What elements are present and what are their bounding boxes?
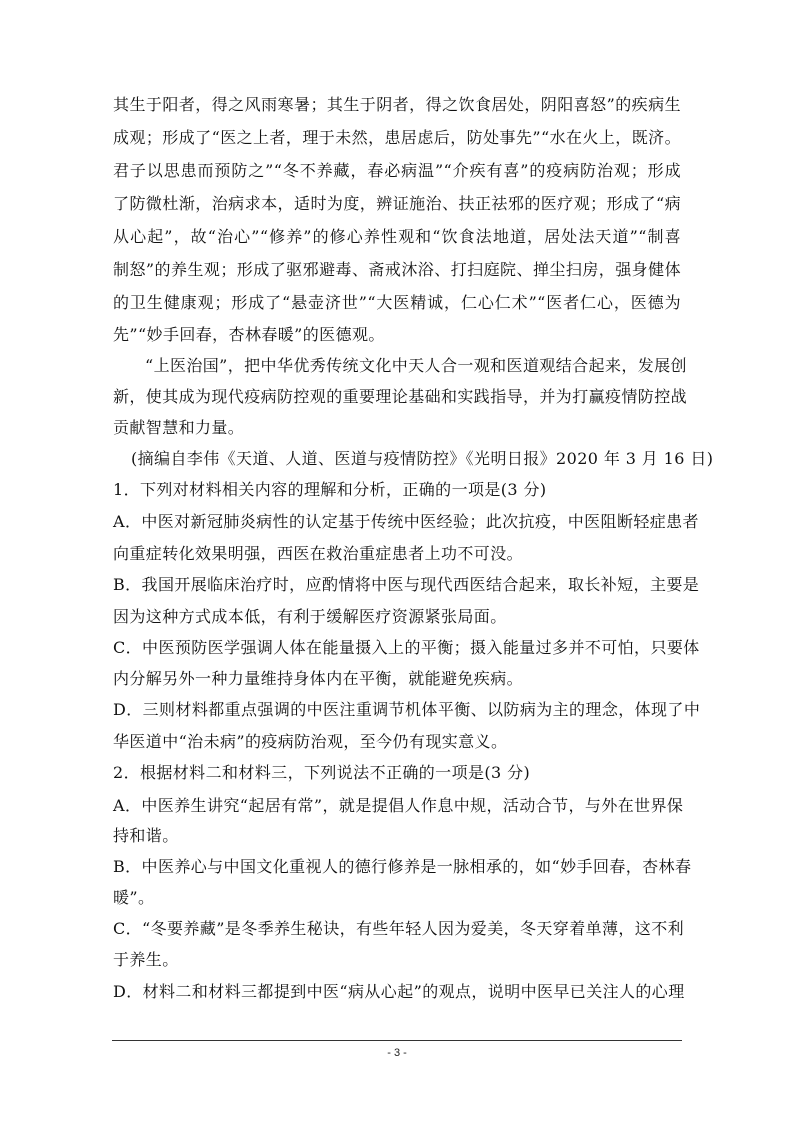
q1-option-a-line: 向重症转化效果明强，西医在救治重症患者上功不可没。 <box>113 544 524 563</box>
q2-option-a-line: A．中医养生讲究“起居有常”，就是提倡人作息中规，活动合节，与外在世界保 <box>113 796 684 815</box>
passage-line: “上医治国”，把中华优秀传统文化中天人合一观和医道观结合起来，发展创 <box>145 356 687 375</box>
passage-line: 先”“妙手回春，杏林春暖”的医德观。 <box>113 325 385 344</box>
footer-divider <box>112 1040 682 1041</box>
q1-option-b-line: 因为这种方式成本低，有利于缓解医疗资源紧张局面。 <box>113 607 507 626</box>
passage-line: 从心起”，故“治心”“修养”的修心养性观和“饮食法地道，居处法天道”“制喜 <box>113 227 681 246</box>
q2-option-b-line: B．中医养心与中国文化重视人的德行修养是一脉相承的，如“妙手回春，杏林春 <box>113 857 692 876</box>
passage-line: 制怒”的养生观；形成了驱邪避毒、斋戒沐浴、打扫庭院、掸尘扫房，强身健体 <box>113 260 681 279</box>
passage-line: 成观；形成了“医之上者，理于未然，患居虑后，防处事先”“水在火上，既济。 <box>113 128 681 147</box>
passage-line: 其生于阳者，得之风雨寒暑；其生于阴者，得之饮食居处，阴阳喜怒”的疾病生 <box>113 95 681 114</box>
passage-line: 的卫生健康观；形成了“悬壶济世”“大医精诚，仁心仁术”“医者仁心，医德为 <box>113 293 681 312</box>
q1-option-c-line: C．中医预防医学强调人体在能量摄入上的平衡；摄入能量过多并不可怕，只要体 <box>113 638 700 657</box>
q2-option-d-line: D．材料二和材料三都提到中医“病从心起”的观点，说明中医早已关注人的心理 <box>113 982 685 1001</box>
question-1-stem: 1．下列对材料相关内容的理解和分析，正确的一项是(3 分) <box>113 480 547 499</box>
question-2-stem: 2．根据材料二和材料三，下列说法不正确的一项是(3 分) <box>113 763 531 782</box>
q2-option-c-line: C．“冬要养藏”是冬季养生秘诀，有些年轻人因为爱美，冬天穿着单薄，这不利 <box>113 919 685 938</box>
passage-line: 新，使其成为现代疫病防控观的重要理论基础和实践指导，并为打赢疫情防控战 <box>113 387 688 406</box>
q2-option-a-line: 持和谐。 <box>113 826 179 845</box>
q1-option-c-line: 内分解另外一种力量维持身体内在平衡，就能避免疾病。 <box>113 669 524 688</box>
page-number: - 3 - <box>387 1047 407 1059</box>
q1-option-d-line: D．三则材料都重点强调的中医注重调节机体平衡、以防病为主的理念，体现了中 <box>113 700 701 719</box>
q1-option-a-line: A．中医对新冠肺炎病性的认定基于传统中医经验；此次抗疫，中医阻断轻症患者 <box>113 512 699 531</box>
passage-line: 贡献智慧和力量。 <box>113 418 245 437</box>
passage-line: 了防微杜渐，治病求本，适时为度，辨证施治、扶正祛邪的医疗观；形成了“病 <box>113 194 681 213</box>
q1-option-d-line: 华医道中“治未病”的疫病防治观，至今仍有现实意义。 <box>113 732 508 751</box>
passage-line: 君子以思患而预防之”“冬不养藏，春必病温”“介疾有喜”的疫病防治观；形成 <box>113 161 681 180</box>
q1-option-b-line: B．我国开展临床治疗时，应酌情将中医与现代西医结合起来，取长补短，主要是 <box>113 575 700 594</box>
q2-option-b-line: 暖”。 <box>113 888 155 907</box>
source-citation: (摘编自李伟《天道、人道、医道与疫情防控》《光明日报》2020 年 3 月 16 日) <box>131 449 714 468</box>
q2-option-c-line: 于养生。 <box>113 950 179 969</box>
